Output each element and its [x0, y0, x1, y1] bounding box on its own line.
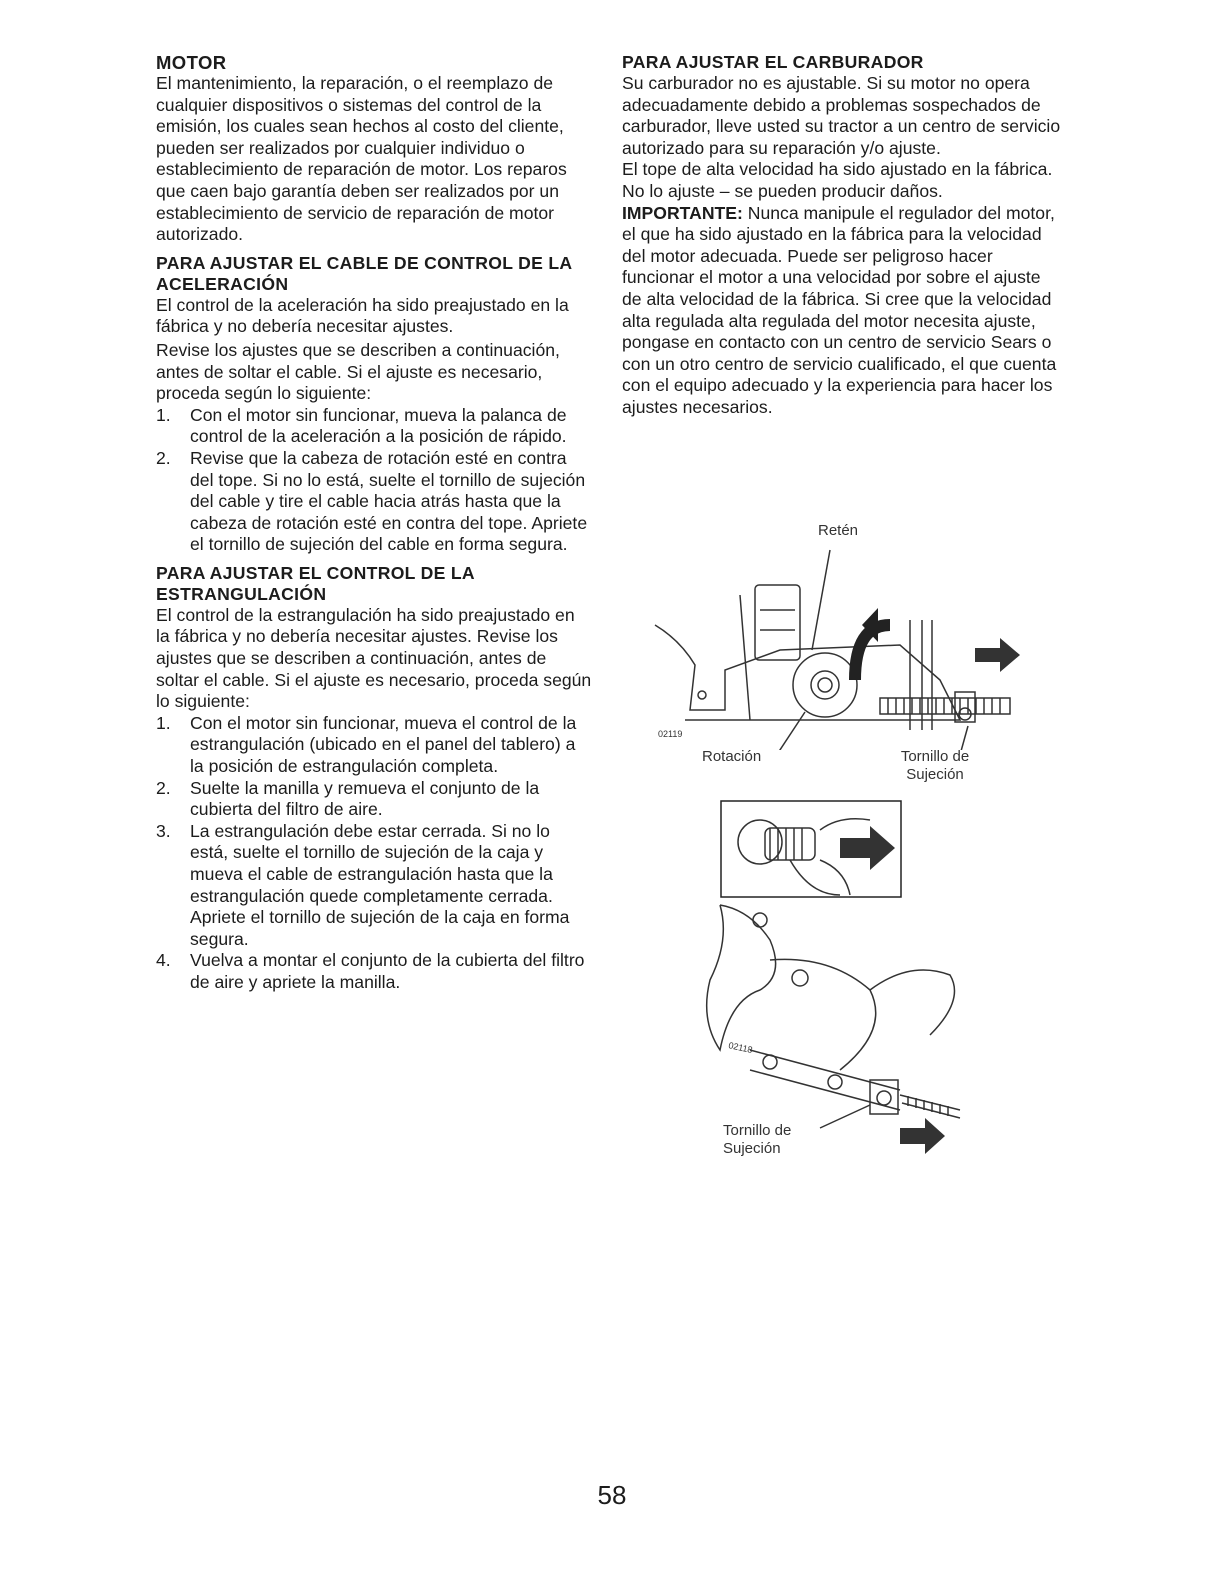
throttle-intro-2: Revise los ajustes que se describen a continuación, antes de soltar el cable. Si el ajuste es necesario, proceda según lo siguiente:: [156, 339, 560, 404]
throttle-cable-figure: [640, 520, 1040, 790]
throttle-heading: PARA AJUSTAR EL CABLE DE CONTROL DE LA ACELERACIÓN: [156, 252, 572, 294]
carburetor-para-1: Su carburador no es ajustable. Si su motor no opera adecuadamente debido a problemas sospechados de carburador, lleve usted su tractor a un centro de servicio autorizado para su reparación y/o ajuste.: [622, 73, 1061, 158]
list-item: [156, 713, 592, 778]
reten-label: Retén: [818, 522, 859, 539]
left-column: [156, 52, 592, 994]
carburetor-important: [622, 203, 1062, 419]
important-text: Nunca manipule el regulador del motor, el que ha sido ajustado en la fábrica para la velocidad del motor adecuada. Puede ser peligroso hacer funcionar el motor a una velocidad por sobre el ajuste de alta velocidad de la fábrica. Si cree que la velocidad alta regulada alta regulada del motor necesita ajuste, pongase en contacto con un centro de servicio Sears o con un otro centro de servicio cualificado, el que cuenta con el equipo adecuado y la experiencia para hacer los ajustes necesarios.: [622, 202, 1057, 417]
list-item: [156, 950, 592, 993]
step-text: Suelte la manilla y remueva el conjunto de la cubierta del filtro de aire.: [190, 777, 540, 820]
choke-intro: El control de la estrangulación ha sido preajustado en la fábrica y no debería necesitar ajustes. Revise los ajustes que se describen a continuación, antes de soltar el cable. Si el ajuste es necesario, proceda según lo siguiente:: [156, 604, 592, 712]
figure-code-1: 02119: [658, 729, 683, 739]
tornillo-label-2: Tornillo de Sujeción: [723, 1122, 792, 1157]
throttle-steps: [156, 405, 592, 556]
page-number: 58: [597, 1480, 627, 1510]
choke-cable-illustration: [690, 900, 980, 1160]
choke-heading: PARA AJUSTAR EL CONTROL DE LA ESTRANGULACIÓN: [156, 562, 475, 604]
carburetor-heading: PARA AJUSTAR EL CARBURADOR: [622, 52, 924, 72]
figure-code-2: 02118: [727, 1040, 754, 1056]
step-text: Con el motor sin funcionar, mueva el control de la estrangulación (ubicado en el panel del tablero) a la posición de estrangulación completa.: [190, 712, 577, 777]
step-text: Con el motor sin funcionar, mueva la palanca de control de la aceleración a la posición de rápido.: [190, 404, 567, 447]
step-text: La estrangulación debe estar cerrada. Si no lo está, suelte el tornillo de sujeción de la caja y mueva el cable de estrangulación hasta que la estrangulación quede completamente cerrada. Apriete el tornillo de sujeción de la caja en forma segura.: [190, 820, 570, 949]
motor-body: El mantenimiento, la reparación, o el reemplazo de cualquier dispositivos o sistemas del control de la emisión, los cuales sean hechos al costo del cliente, pueden ser realizados por cualquier individuo o establecimiento de reparación de motor. Los reparos que caen bajo garantía deben ser realizados por un establecimiento de servicio de reparación de motor autorizado.: [156, 73, 567, 245]
list-item: [156, 405, 592, 448]
choke-steps: [156, 713, 592, 994]
choke-cable-figure: [690, 800, 980, 1170]
step-text: Revise que la cabeza de rotación esté en contra del tope. Si no lo está, suelte el tornillo de sujeción del cable y tire el cable hacia atrás hasta que la cabeza de rotación esté en contra del tope. Apriete el tornillo de sujeción del cable en forma segura.: [190, 447, 588, 555]
carburetor-para-2: El tope de alta velocidad ha sido ajustado en la fábrica. No lo ajuste – se pueden producir daños.: [622, 159, 1053, 201]
step-number: 4.: [156, 950, 171, 971]
throttle-cable-illustration: [640, 530, 1040, 750]
throttle-intro-1: El control de la aceleración ha sido preajustado en la fábrica y no debería necesitar ajustes.: [156, 294, 569, 337]
step-number: 2.: [156, 447, 171, 468]
rotacion-label: Rotación: [702, 748, 762, 765]
step-number: 3.: [156, 820, 171, 841]
list-item: [156, 821, 592, 951]
motor-heading: MOTOR: [156, 52, 227, 73]
list-item: [156, 778, 592, 821]
list-item: [156, 448, 592, 556]
important-label: IMPORTANTE:: [622, 202, 743, 223]
step-number: 2.: [156, 777, 171, 798]
right-column: [622, 52, 1062, 419]
step-text: Vuelva a montar el conjunto de la cubierta del filtro de aire y apriete la manilla.: [190, 950, 585, 992]
step-number: 1.: [156, 712, 171, 733]
tornillo-label: Tornillo de Sujeción: [900, 748, 970, 783]
step-number: 1.: [156, 404, 171, 425]
choke-inset-illustration: [720, 800, 1010, 900]
